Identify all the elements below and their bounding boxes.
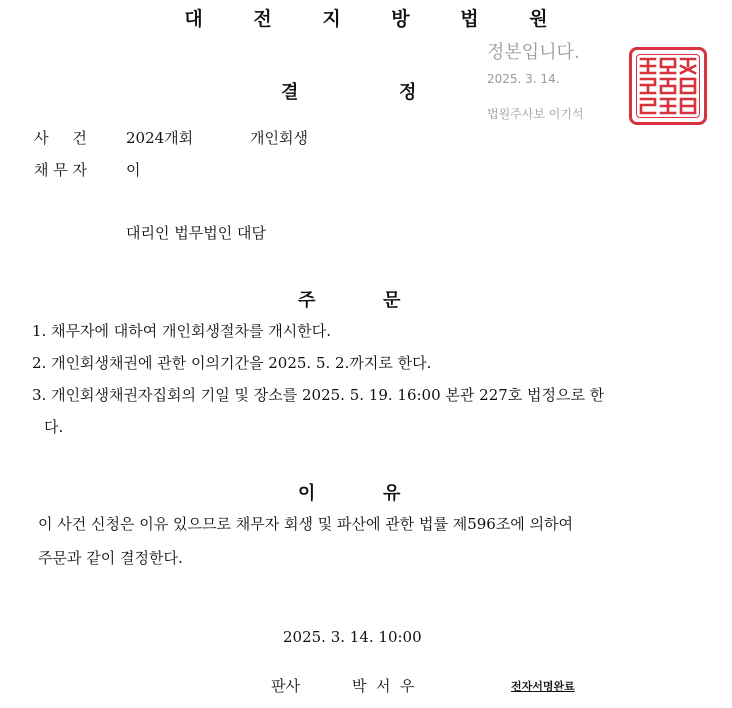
reason-line-2: 주문과 같이 결정한다. bbox=[38, 549, 183, 567]
reason-heading-right: 유 bbox=[383, 483, 401, 504]
judge-name: 박 서 우 bbox=[352, 677, 415, 695]
case-name: 개인회생 bbox=[250, 129, 308, 147]
reason-line-1: 이 사건 신청은 이유 있으므로 채무자 회생 및 파산에 관한 법률 제596조에 의하여 bbox=[38, 515, 574, 533]
order-item-1: 1. 채무자에 대하여 개인회생절차를 개시한다. bbox=[32, 322, 331, 340]
certified-copy-title: 정본입니다. bbox=[487, 42, 580, 63]
debtor-name: 이 bbox=[126, 161, 141, 179]
judge-title: 판사 bbox=[271, 677, 300, 695]
decision-datetime: 2025. 3. 14. 10:00 bbox=[283, 628, 422, 646]
legal-agent: 대리인 법무법인 대담 bbox=[126, 224, 266, 242]
order-heading-left: 주 bbox=[298, 290, 316, 311]
order-item-3-continued: 다. bbox=[44, 418, 64, 436]
reason-heading-left: 이 bbox=[298, 483, 316, 504]
debtor-label: 채 무 자 bbox=[34, 161, 88, 179]
certified-copy-clerk: 법원주사보 이기석 bbox=[487, 107, 584, 121]
court-name: 대 전 지 방 법 원 bbox=[184, 8, 570, 30]
doc-type-heading-left: 결 bbox=[281, 82, 299, 103]
court-seal-icon bbox=[629, 47, 707, 125]
order-item-2: 2. 개인회생채권에 관한 이의기간을 2025. 5. 2.까지로 한다. bbox=[32, 354, 432, 372]
case-label: 사 건 bbox=[34, 129, 87, 147]
order-heading-right: 문 bbox=[383, 290, 401, 311]
e-signature-badge: 전자서명완료 bbox=[511, 680, 575, 693]
case-number: 2024개회 bbox=[126, 129, 194, 147]
certified-copy-date: 2025. 3. 14. bbox=[487, 72, 560, 86]
order-item-3: 3. 개인회생채권자집회의 기일 및 장소를 2025. 5. 19. 16:00 본관 227호 법정으로 한 bbox=[32, 386, 605, 404]
doc-type-heading-right: 정 bbox=[399, 82, 417, 103]
